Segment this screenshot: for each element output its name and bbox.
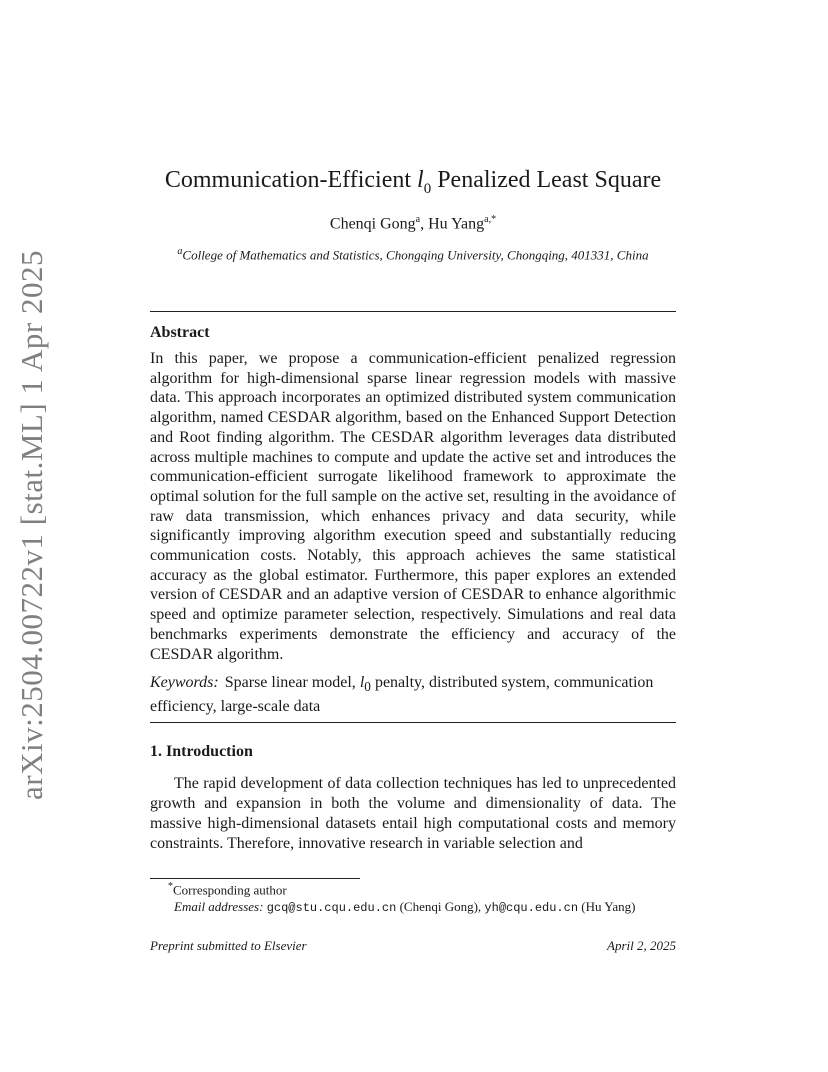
email-name-1: (Chenqi Gong), <box>396 899 485 914</box>
title-part2: Penalized Least Square <box>431 167 662 193</box>
section-heading-introduction: 1. Introduction <box>150 743 253 760</box>
paper-title <box>150 164 676 205</box>
keywords-part2: penalty, distributed system, communication efficiency, large-scale data <box>150 674 654 715</box>
author-1-affil-marker: a <box>415 214 421 225</box>
footer-preprint-note: Preprint submitted to Elsevier <box>150 938 307 953</box>
author-separator: , <box>420 215 429 233</box>
abstract-body: In this paper, we propose a communication-efficient penalized regression algorithm for high-dimensional sparse linear regression models with massive data. This approach incorporates an optimized distributed system communication algorithm, named CESDAR algorithm, based on the Enhanced Support Detection and Root finding algorithm. The CESDAR algorithm leverages data distributed across multiple machines to compute and update the active set and introduces the communication-efficient surrogate likelihood framework to approximate the optimal solution for the full sample on the active set, resulting in the avoidance of raw data transmission, which enhances privacy and data security, while significantly improving algorithm execution speed and substantially reducing communication costs. Notably, this approach achieves the same statistical accuracy as the global estimator. Furthermore, this paper explores an extended version of CESDAR and an adaptive version of CESDAR to enhance algorithmic speed and optimize parameter selection, respectively. Simulations and real data benchmarks experiments demonstrate the efficiency and accuracy of the CESDAR algorithm. <box>150 350 676 663</box>
footnote-rule <box>150 878 360 879</box>
title-subscript: 0 <box>423 180 432 197</box>
footnote-marker: * <box>168 881 173 892</box>
email-link-2[interactable]: yh@cqu.edu.cn <box>484 901 579 915</box>
author-line <box>150 214 676 233</box>
keywords-symbol: l <box>359 674 365 691</box>
title-part1: Communication-Efficient <box>164 167 418 193</box>
footer-date: April 2, 2025 <box>607 938 676 953</box>
author-2: Hu Yang <box>428 215 485 233</box>
footnote-corresponding <box>168 881 287 898</box>
introduction-paragraph: The rapid development of data collection techniques has led to unprecedented growth and expansion in both the volume and dimensionality of data. The massive high-dimensional datasets entail high computational costs and memory constraints. Therefore, innovative research in variable selection and <box>150 775 676 852</box>
abstract-top-rule <box>150 311 676 312</box>
affiliation-text: College of Mathematics and Statistics, Chongqing University, Chongqing, 401331, China <box>182 247 649 263</box>
email-label: Email addresses: <box>174 899 264 914</box>
keywords <box>150 673 676 717</box>
title-symbol: l <box>417 167 424 193</box>
keywords-subscript: 0 <box>364 679 371 695</box>
email-link-1[interactable]: gcq@stu.cqu.edu.cn <box>266 901 397 915</box>
arxiv-identifier-text: arXiv:2504.00722v1 [stat.ML] 1 Apr 2025 <box>14 250 50 800</box>
author-1: Chenqi Gong <box>329 215 416 233</box>
affiliation-marker: a <box>177 246 183 257</box>
email-name-2: (Hu Yang) <box>578 899 636 914</box>
footnote-corresponding-text: Corresponding author <box>173 882 287 898</box>
author-2-affil-marker: a,* <box>484 214 497 225</box>
keywords-label: Keywords: <box>150 674 219 691</box>
keywords-part1: Sparse linear model, <box>224 674 360 691</box>
footnote-emails <box>174 899 684 915</box>
abstract-bottom-rule <box>150 722 676 723</box>
arxiv-identifier-stamp <box>10 250 54 800</box>
abstract-heading: Abstract <box>150 324 210 341</box>
affiliation <box>150 246 676 263</box>
